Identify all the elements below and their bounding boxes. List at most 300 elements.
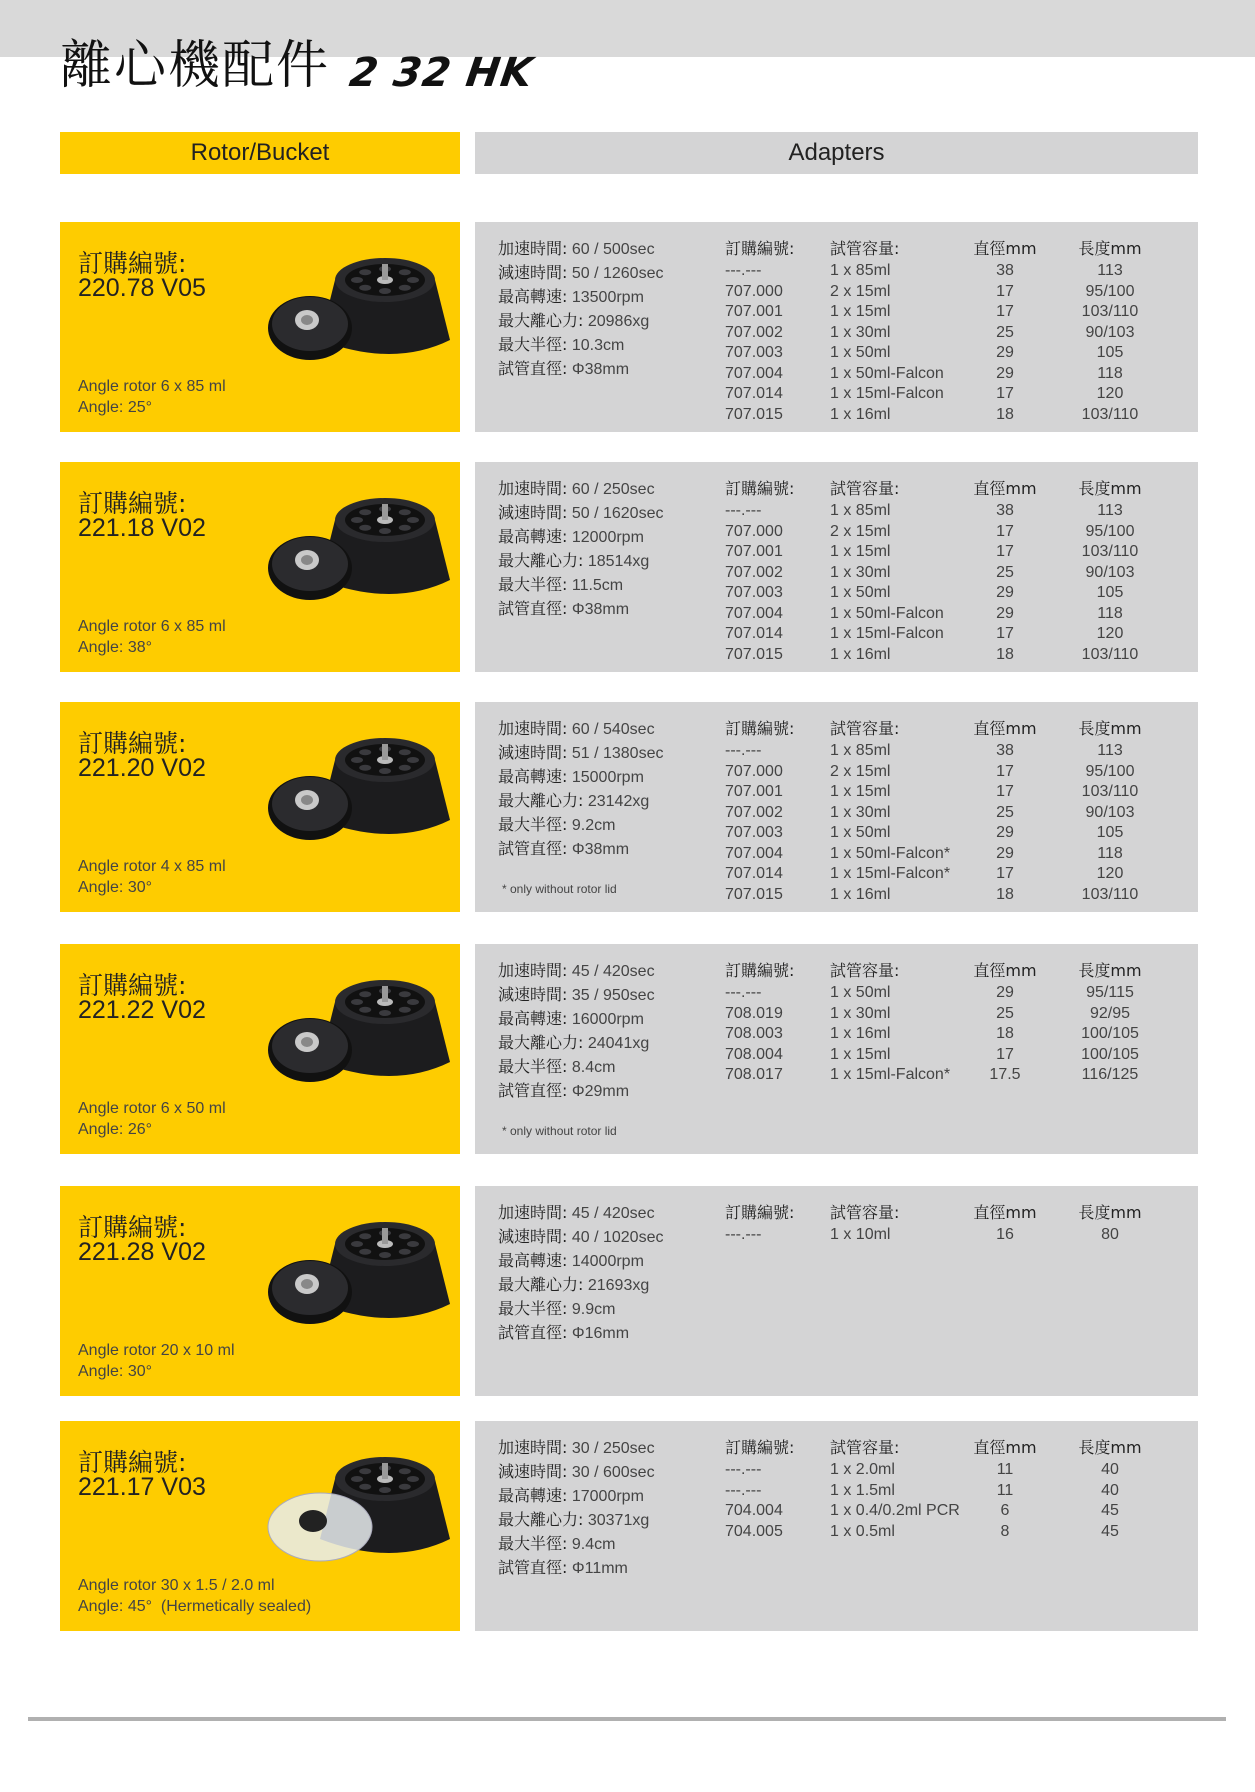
adapter-capacity: 1 x 50ml-Falcon*: [830, 844, 951, 862]
adapter-length: 92/95: [1089, 1004, 1131, 1022]
rotor-row: [60, 462, 1198, 672]
rotor-description: [78, 1098, 226, 1140]
spec-list: [498, 716, 698, 860]
spec-label: 加速時間:: [498, 479, 568, 498]
rotor-description-line: Angle: 38°: [78, 639, 153, 656]
column-header-capacity: 試管容量:: [830, 719, 900, 738]
rotor-description-line: Angle rotor 20 x 10 ml: [78, 1342, 235, 1359]
adapter-capacity: 1 x 30ml: [830, 803, 891, 821]
spec-line: [498, 1531, 698, 1555]
rotor-description: [78, 856, 226, 898]
adapter-card: [475, 222, 1198, 432]
spec-value: 50 / 1260sec: [567, 265, 664, 282]
adapter-length: 105: [1096, 344, 1124, 361]
adapter-code: 708.017: [725, 1066, 783, 1083]
adapter-diameter: 25: [996, 323, 1014, 341]
adapter-length: 100/105: [1081, 1025, 1139, 1042]
spec-value: 15000rpm: [567, 769, 644, 786]
rotor-row: [60, 1186, 1198, 1396]
column-header-diameter: 直徑mm: [973, 719, 1037, 738]
rotor-card: [60, 1421, 460, 1631]
adapter-length: 90/103: [1085, 803, 1135, 821]
spec-line: [498, 260, 698, 284]
adapter-capacity: 1 x 15ml: [830, 303, 891, 320]
adapter-length: 105: [1096, 584, 1124, 601]
spec-label: 試管直徑:: [498, 1081, 568, 1100]
adapter-length: 113: [1097, 262, 1123, 279]
spec-line: [498, 1320, 698, 1344]
spec-line: [498, 836, 698, 860]
spec-line: [498, 1200, 698, 1224]
spec-line: [498, 1078, 698, 1102]
adapter-length-column: [1070, 984, 1150, 1087]
spec-label: 減速時間:: [498, 1227, 568, 1246]
column-header-code: 訂購編號:: [725, 1203, 795, 1222]
adapter-diameter: 38: [996, 502, 1014, 519]
adapter-diameter: 17: [996, 303, 1014, 320]
rotor-description-line: Angle: 30°: [78, 1363, 153, 1380]
adapter-card: [475, 944, 1198, 1154]
adapter-code: 707.000: [725, 522, 783, 540]
adapter-code: 707.003: [725, 584, 783, 601]
spec-label: 試管直徑:: [498, 359, 568, 378]
spec-value: 17000rpm: [567, 1488, 644, 1505]
adapter-capacity: 1 x 16ml: [830, 645, 891, 663]
adapter-capacity: 1 x 50ml: [830, 984, 891, 1001]
order-label: 訂購編號:: [78, 1213, 187, 1242]
spec-value: 16000rpm: [567, 1011, 644, 1028]
order-number: 221.22 V02: [78, 996, 206, 1024]
adapter-diameter-column: [970, 1226, 1040, 1247]
rotor-card: [60, 462, 460, 672]
adapter-diameter: 17: [996, 625, 1014, 642]
spec-value: Φ38mm: [567, 601, 630, 618]
spec-label: 最大離心力:: [498, 1033, 584, 1052]
spec-value: 18514xg: [583, 553, 650, 570]
spec-line: [498, 1555, 698, 1579]
spec-label: 最大離心力:: [498, 1275, 584, 1294]
adapter-code: 707.002: [725, 323, 783, 341]
adapter-diameter-column: [970, 502, 1040, 666]
column-header-diameter: 直徑mm: [973, 479, 1037, 498]
order-number: 221.17 V03: [78, 1473, 206, 1501]
adapter-length: 105: [1096, 824, 1124, 841]
spec-line: [498, 1459, 698, 1483]
adapter-code-column: [725, 502, 815, 666]
adapter-capacity: 1 x 15ml-Falcon: [830, 385, 944, 402]
adapter-capacity: 2 x 15ml: [830, 762, 891, 780]
column-header-length: 長度mm: [1078, 479, 1142, 498]
model-handwritten: 2 32 HK: [346, 50, 537, 96]
spec-label: 加速時間:: [498, 1438, 568, 1457]
adapter-length: 95/100: [1085, 282, 1135, 300]
spec-value: 45 / 420sec: [567, 963, 655, 980]
adapter-diameter: 18: [996, 645, 1014, 663]
column-header-capacity: 試管容量:: [830, 961, 900, 980]
footer-rule: [28, 1717, 1226, 1721]
spec-list: [498, 958, 698, 1102]
rotor-card: [60, 222, 460, 432]
adapter-code: 707.002: [725, 803, 783, 821]
spec-value: 13500rpm: [567, 289, 644, 306]
adapter-diameter: 16: [996, 1226, 1014, 1243]
adapter-code: 704.004: [725, 1502, 783, 1519]
spec-value: 40 / 1020sec: [567, 1229, 664, 1246]
adapter-diameter: 17: [996, 543, 1014, 560]
spec-label: 最大離心力:: [498, 311, 584, 330]
adapter-card: [475, 1186, 1198, 1396]
spec-line: [498, 308, 698, 332]
adapter-diameter: 29: [996, 344, 1014, 361]
adapter-code-column: [725, 1461, 815, 1543]
column-header-length: 長度mm: [1078, 719, 1142, 738]
adapter-capacity: 1 x 85ml: [830, 742, 891, 759]
spec-value: 9.2cm: [567, 817, 616, 834]
order-label: 訂購編號:: [78, 1448, 187, 1477]
adapter-capacity: 1 x 15ml: [830, 1045, 891, 1063]
adapter-diameter: 25: [996, 563, 1014, 581]
order-number: 221.18 V02: [78, 514, 206, 542]
adapter-length: 100/105: [1081, 1045, 1139, 1063]
adapter-capacity: 1 x 50ml-Falcon: [830, 604, 944, 622]
spec-label: 最大半徑:: [498, 1299, 568, 1318]
spec-line: [498, 572, 698, 596]
page-title: 離心機配件: [60, 36, 331, 96]
adapter-code: 707.004: [725, 364, 783, 382]
column-header-code: 訂購編號:: [725, 1438, 795, 1457]
spec-label: 最高轉速:: [498, 1009, 568, 1028]
spec-value: Φ11mm: [567, 1560, 628, 1577]
adapter-length: 103/110: [1081, 405, 1139, 423]
rotor-image: [265, 480, 455, 620]
spec-line: [498, 1507, 698, 1531]
rotor-image: [265, 962, 455, 1102]
adapter-diameter: 11: [996, 1461, 1014, 1478]
adapter-capacity: 1 x 50ml: [830, 344, 891, 361]
adapter-length: 103/110: [1081, 885, 1139, 903]
adapter-code: 707.015: [725, 645, 783, 663]
spec-value: 24041xg: [583, 1035, 650, 1052]
rotor-row: [60, 222, 1198, 432]
adapter-diameter: 29: [996, 364, 1014, 382]
adapter-capacity: 1 x 30ml: [830, 1004, 891, 1022]
adapter-capacity: 1 x 10ml: [830, 1226, 891, 1243]
order-label: 訂購編號:: [78, 489, 187, 518]
spec-value: 21693xg: [583, 1277, 650, 1294]
adapter-code-column: [725, 262, 815, 426]
spec-value: 51 / 1380sec: [567, 745, 664, 762]
adapter-capacity: 1 x 15ml: [830, 543, 891, 560]
spec-label: 最高轉速:: [498, 767, 568, 786]
spec-line: [498, 1054, 698, 1078]
spec-label: 最大半徑:: [498, 1057, 568, 1076]
spec-value: 30371xg: [583, 1512, 650, 1529]
column-header-length: 長度mm: [1078, 1438, 1142, 1457]
adapter-card: [475, 1421, 1198, 1631]
rotor-description: [78, 376, 226, 418]
spec-line: [498, 1248, 698, 1272]
adapter-diameter: 25: [996, 803, 1014, 821]
spec-label: 最大離心力:: [498, 551, 584, 570]
adapter-code: 707.003: [725, 824, 783, 841]
footnote: * only without rotor lid: [502, 882, 617, 896]
adapter-code: ---.---: [725, 742, 762, 759]
rotor-image: [265, 240, 455, 380]
spec-line: [498, 236, 698, 260]
adapter-code: 707.000: [725, 282, 783, 300]
spec-value: 30 / 250sec: [567, 1440, 655, 1457]
spec-value: Φ38mm: [567, 841, 630, 858]
adapter-length-column: [1070, 502, 1150, 666]
spec-label: 最高轉速:: [498, 1486, 568, 1505]
adapter-diameter-column: [970, 262, 1040, 426]
adapter-diameter: 17: [996, 282, 1014, 300]
column-header-diameter: 直徑mm: [973, 961, 1037, 980]
order-label: 訂購編號:: [78, 971, 187, 1000]
spec-line: [498, 1483, 698, 1507]
spec-value: 50 / 1620sec: [567, 505, 664, 522]
spec-label: 最大半徑:: [498, 335, 568, 354]
adapter-capacity: 1 x 85ml: [830, 262, 891, 279]
rotor-description-line: Angle rotor 30 x 1.5 / 2.0 ml: [78, 1577, 275, 1594]
spec-label: 減速時間:: [498, 743, 568, 762]
adapter-capacity: 1 x 0.4/0.2ml PCR: [830, 1502, 960, 1519]
adapter-capacity: 1 x 1.5ml: [830, 1481, 895, 1499]
adapter-capacity: 1 x 50ml: [830, 584, 891, 601]
adapter-length: 118: [1097, 844, 1123, 862]
order-number: 220.78 V05: [78, 274, 206, 302]
rotor-row: [60, 702, 1198, 912]
spec-line: [498, 982, 698, 1006]
column-header-diameter: 直徑mm: [973, 239, 1037, 258]
adapter-diameter: 29: [996, 844, 1014, 862]
adapter-diameter: 29: [996, 604, 1014, 622]
adapter-diameter: 17: [996, 865, 1014, 882]
header-rotor-bucket: Rotor/Bucket: [60, 132, 460, 174]
column-header-code: 訂購編號:: [725, 719, 795, 738]
rotor-description-line: Angle rotor 4 x 85 ml: [78, 858, 226, 875]
rotor-description: [78, 1575, 311, 1617]
adapter-code: 704.005: [725, 1522, 783, 1540]
adapter-code: 707.000: [725, 762, 783, 780]
adapter-code: ---.---: [725, 262, 762, 279]
spec-label: 試管直徑:: [498, 599, 568, 618]
adapter-code: 707.002: [725, 563, 783, 581]
adapter-code: 708.019: [725, 1004, 783, 1022]
rotor-card: [60, 1186, 460, 1396]
adapter-length: 120: [1096, 625, 1124, 642]
spec-line: [498, 548, 698, 572]
rotor-image: [265, 1204, 455, 1344]
adapter-length: 103/110: [1081, 645, 1139, 663]
adapter-diameter: 6: [1000, 1502, 1010, 1519]
spec-value: 60 / 500sec: [567, 241, 655, 258]
adapter-length: 118: [1097, 604, 1123, 622]
adapter-code-column: [725, 742, 815, 906]
spec-line: [498, 500, 698, 524]
spec-line: [498, 958, 698, 982]
spec-line: [498, 1224, 698, 1248]
rotor-description-line: Angle: 30°: [78, 879, 153, 896]
adapter-code-column: [725, 984, 815, 1087]
spec-line: [498, 332, 698, 356]
rotor-description-line: Angle rotor 6 x 85 ml: [78, 378, 226, 395]
adapter-code: 707.015: [725, 885, 783, 903]
adapter-length-column: [1070, 1461, 1150, 1543]
adapter-length: 90/103: [1085, 323, 1135, 341]
spec-value: 9.4cm: [567, 1536, 616, 1553]
adapter-code: 708.003: [725, 1025, 783, 1042]
adapter-length-column: [1070, 742, 1150, 906]
column-header-code: 訂購編號:: [725, 961, 795, 980]
adapter-diameter: 17: [996, 1045, 1014, 1063]
rotor-row: [60, 944, 1198, 1154]
spec-list: [498, 1435, 698, 1579]
adapter-capacity: 1 x 15ml: [830, 783, 891, 800]
adapter-capacity: 1 x 15ml-Falcon*: [830, 865, 951, 882]
adapter-length: 40: [1101, 1461, 1119, 1478]
order-label: 訂購編號:: [78, 729, 187, 758]
adapter-code: ---.---: [725, 502, 762, 519]
rotor-description-line: Angle: 25°: [78, 399, 153, 416]
adapter-capacity: 1 x 30ml: [830, 563, 891, 581]
adapter-code: 707.001: [725, 783, 783, 800]
spec-label: 最大離心力:: [498, 1510, 584, 1529]
spec-label: 最大半徑:: [498, 815, 568, 834]
adapter-diameter: 17: [996, 522, 1014, 540]
spec-value: 60 / 540sec: [567, 721, 655, 738]
rotor-card: [60, 702, 460, 912]
spec-line: [498, 476, 698, 500]
spec-line: [498, 812, 698, 836]
column-header-capacity: 試管容量:: [830, 1203, 900, 1222]
column-header-diameter: 直徑mm: [973, 1203, 1037, 1222]
spec-value: 10.3cm: [567, 337, 625, 354]
footnote: * only without rotor lid: [502, 1124, 617, 1138]
adapter-length: 103/110: [1081, 543, 1139, 560]
spec-label: 加速時間:: [498, 239, 568, 258]
column-header-diameter: 直徑mm: [973, 1438, 1037, 1457]
adapter-diameter: 17: [996, 385, 1014, 402]
adapter-diameter: 11: [996, 1481, 1014, 1499]
column-header-length: 長度mm: [1078, 961, 1142, 980]
adapter-code: 707.014: [725, 625, 783, 642]
spec-line: [498, 788, 698, 812]
spec-list: [498, 236, 698, 380]
spec-line: [498, 1272, 698, 1296]
adapter-code: 707.001: [725, 303, 783, 320]
adapter-diameter: 18: [996, 405, 1014, 423]
spec-label: 最大半徑:: [498, 575, 568, 594]
spec-line: [498, 356, 698, 380]
adapter-diameter: 18: [996, 885, 1014, 903]
adapter-capacity: 1 x 15ml-Falcon: [830, 625, 944, 642]
spec-value: 11.5cm: [567, 577, 624, 594]
spec-label: 試管直徑:: [498, 1323, 568, 1342]
adapter-capacity: 1 x 16ml: [830, 885, 891, 903]
column-header-capacity: 試管容量:: [830, 239, 900, 258]
spec-label: 減速時間:: [498, 1462, 568, 1481]
spec-value: 20986xg: [583, 313, 650, 330]
spec-value: 12000rpm: [567, 529, 644, 546]
spec-value: 35 / 950sec: [567, 987, 655, 1004]
spec-line: [498, 764, 698, 788]
column-header-code: 訂購編號:: [725, 479, 795, 498]
adapter-length: 95/115: [1086, 984, 1134, 1001]
spec-label: 減速時間:: [498, 503, 568, 522]
adapter-capacity: 1 x 50ml-Falcon: [830, 364, 944, 382]
adapter-code: ---.---: [725, 1226, 762, 1243]
spec-value: Φ29mm: [567, 1083, 630, 1100]
adapter-diameter: 29: [996, 984, 1014, 1001]
adapter-length: 120: [1096, 385, 1124, 402]
spec-label: 最高轉速:: [498, 287, 568, 306]
spec-value: Φ16mm: [567, 1325, 630, 1342]
spec-value: 60 / 250sec: [567, 481, 655, 498]
spec-label: 最高轉速:: [498, 527, 568, 546]
adapter-code: 708.004: [725, 1045, 783, 1063]
spec-value: Φ38mm: [567, 361, 630, 378]
adapter-code: ---.---: [725, 1481, 762, 1499]
adapter-length: 95/100: [1085, 522, 1135, 540]
rotor-description-line: Angle: 26°: [78, 1121, 153, 1138]
adapter-capacity: 1 x 30ml: [830, 323, 891, 341]
adapter-length: 95/100: [1085, 762, 1135, 780]
spec-label: 加速時間:: [498, 1203, 568, 1222]
spec-label: 最高轉速:: [498, 1251, 568, 1270]
spec-line: [498, 716, 698, 740]
adapter-length: 103/110: [1081, 783, 1139, 800]
order-number: 221.20 V02: [78, 754, 206, 782]
adapter-capacity: 1 x 16ml: [830, 405, 891, 423]
spec-label: 加速時間:: [498, 719, 568, 738]
adapter-diameter-column: [970, 1461, 1040, 1543]
adapter-capacity: 2 x 15ml: [830, 522, 891, 540]
adapter-diameter: 38: [996, 262, 1014, 279]
adapter-card: [475, 462, 1198, 672]
spec-value: 8.4cm: [567, 1059, 616, 1076]
spec-line: [498, 1006, 698, 1030]
adapter-length: 113: [1097, 742, 1123, 759]
order-number: 221.28 V02: [78, 1238, 206, 1266]
adapter-diameter: 18: [996, 1025, 1014, 1042]
column-header-length: 長度mm: [1078, 239, 1142, 258]
adapter-card: [475, 702, 1198, 912]
adapter-code: 707.004: [725, 844, 783, 862]
adapter-diameter: 29: [996, 584, 1014, 601]
adapter-length: 116/125: [1081, 1066, 1139, 1083]
rotor-description-line: Angle rotor 6 x 85 ml: [78, 618, 226, 635]
adapter-diameter: 17: [996, 762, 1014, 780]
column-header-capacity: 試管容量:: [830, 479, 900, 498]
rotor-description: [78, 1340, 235, 1382]
spec-label: 最大離心力:: [498, 791, 584, 810]
rotor-description-line: Angle rotor 6 x 50 ml: [78, 1100, 226, 1117]
adapter-length: 40: [1101, 1481, 1119, 1499]
column-header-length: 長度mm: [1078, 1203, 1142, 1222]
adapter-code-column: [725, 1226, 815, 1247]
adapter-length: 120: [1096, 865, 1124, 882]
adapter-code: 707.014: [725, 865, 783, 882]
spec-line: [498, 596, 698, 620]
rotor-description: [78, 616, 226, 658]
adapter-code: ---.---: [725, 1461, 762, 1478]
adapter-diameter: 38: [996, 742, 1014, 759]
adapter-capacity: 2 x 15ml: [830, 282, 891, 300]
rotor-row: [60, 1421, 1198, 1631]
adapter-length-column: [1070, 262, 1150, 426]
spec-list: [498, 1200, 698, 1344]
